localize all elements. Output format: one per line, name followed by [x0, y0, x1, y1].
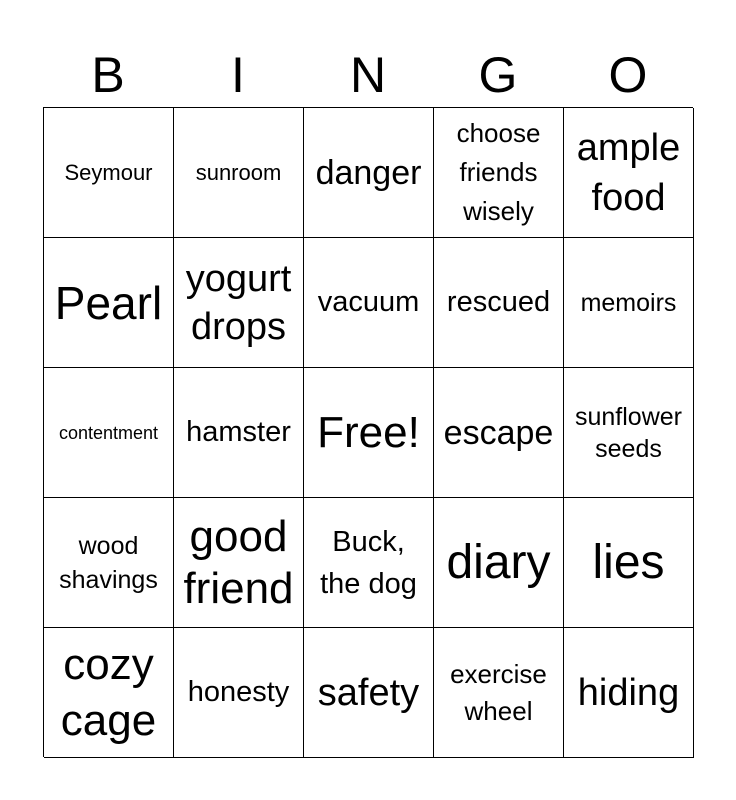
- bingo-cell[interactable]: [304, 628, 434, 758]
- bingo-cell[interactable]: [44, 368, 174, 498]
- header-letter-i: I: [231, 47, 245, 103]
- bingo-grid: [43, 107, 693, 757]
- cell-label: rescued: [446, 286, 551, 318]
- cell-label: good friend: [183, 511, 294, 613]
- bingo-cell[interactable]: [564, 368, 694, 498]
- bingo-header: [43, 44, 693, 106]
- bingo-cell[interactable]: [434, 368, 564, 498]
- bingo-cell[interactable]: [434, 108, 564, 238]
- cell-label: lies: [592, 535, 665, 589]
- cell-label: contentment: [58, 422, 159, 443]
- bingo-cell[interactable]: [174, 498, 304, 628]
- bingo-cell[interactable]: [44, 498, 174, 628]
- cell-label: Buck, the dog: [320, 525, 417, 600]
- bingo-cell[interactable]: [434, 498, 564, 628]
- bingo-cell[interactable]: [44, 108, 174, 238]
- bingo-cell[interactable]: [304, 108, 434, 238]
- bingo-cell[interactable]: [434, 238, 564, 368]
- cell-label: safety: [317, 671, 420, 714]
- cell-label: escape: [443, 413, 554, 452]
- cell-label: memoirs: [580, 288, 677, 317]
- bingo-cell[interactable]: [174, 108, 304, 238]
- bingo-cell[interactable]: [304, 238, 434, 368]
- bingo-cell[interactable]: [564, 108, 694, 238]
- cell-label: yogurt drops: [185, 257, 292, 348]
- cell-label: wood shavings: [59, 531, 158, 594]
- bingo-cell[interactable]: [44, 628, 174, 758]
- cell-label: vacuum: [317, 286, 420, 318]
- header-letter-b: B: [91, 47, 125, 103]
- bingo-cell[interactable]: [564, 498, 694, 628]
- cell-label: hamster: [186, 416, 291, 448]
- cell-label: cozy cage: [60, 639, 157, 745]
- bingo-cell[interactable]: [44, 238, 174, 368]
- cell-label: ample food: [576, 126, 681, 219]
- bingo-cell[interactable]: [564, 628, 694, 758]
- bingo-cell[interactable]: [174, 628, 304, 758]
- header-letter-o: O: [608, 47, 648, 103]
- bingo-cell[interactable]: [174, 238, 304, 368]
- bingo-cell[interactable]: [304, 498, 434, 628]
- header-letter-n: N: [349, 47, 387, 103]
- cell-label: diary: [446, 535, 551, 589]
- bingo-cell[interactable]: [564, 238, 694, 368]
- cell-label: Pearl: [54, 276, 163, 329]
- cell-label: hiding: [577, 671, 680, 714]
- bingo-cell[interactable]: [434, 628, 564, 758]
- header-letter-g: G: [478, 47, 518, 103]
- cell-label: danger: [315, 153, 422, 192]
- cell-label: choose friends wisely: [456, 118, 541, 226]
- cell-label: honesty: [187, 676, 290, 708]
- cell-label: exercise wheel: [450, 658, 547, 726]
- free-space-label: Free!: [317, 407, 420, 457]
- bingo-cell[interactable]: [174, 368, 304, 498]
- bingo-cell free-space[interactable]: [304, 368, 434, 498]
- cell-label: sunroom: [195, 159, 282, 185]
- cell-label: Seymour: [64, 159, 153, 185]
- cell-label: sunflower seeds: [575, 402, 682, 463]
